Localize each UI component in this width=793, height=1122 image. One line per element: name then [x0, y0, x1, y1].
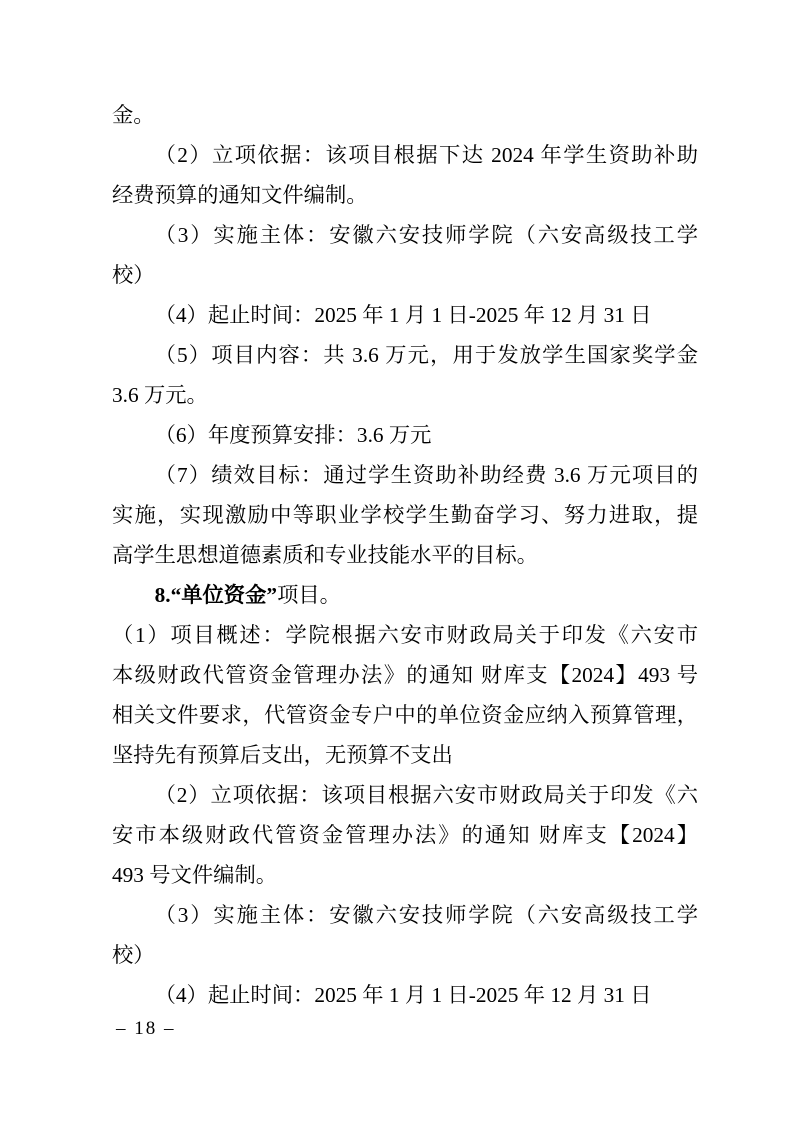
text-line: （5）项目内容：共 3.6 万元，用于发放学生国家奖学金	[154, 343, 698, 367]
text-line: （2）立项依据：该项目根据下达 2024 年学生资助补助	[154, 143, 698, 167]
text-line: （2）立项依据：该项目根据六安市财政局关于印发《六	[154, 783, 698, 807]
text-line: （6）年度预算安排：3.6 万元	[154, 423, 432, 447]
text-line: （4）起止时间：2025 年 1 月 1 日-2025 年 12 月 31 日	[154, 983, 652, 1007]
text-line: 实施，实现激励中等职业学校学生勤奋学习、努力进取，提	[112, 503, 698, 527]
text-line: （1）项目概述：学院根据六安市财政局关于印发《六安市	[112, 623, 698, 647]
text-line: 校）	[112, 263, 155, 287]
text-line: 高学生思想道德素质和专业技能水平的目标。	[112, 543, 538, 567]
text-line: 3.6 万元。	[112, 383, 208, 407]
text-line: 经费预算的通知文件编制。	[112, 183, 368, 207]
text-line: 安市本级财政代管资金管理办法》的通知 财库支【2024】	[112, 823, 698, 847]
text-line: 本级财政代管资金管理办法》的通知 财库支【2024】493 号	[112, 663, 698, 687]
document-body	[112, 95, 698, 1015]
text-line: 校）	[112, 943, 155, 967]
section-heading-unit-funds	[112, 575, 698, 615]
text-line: 相关文件要求，代管资金专户中的单位资金应纳入预算管理，	[112, 703, 698, 727]
text-line: （7）绩效目标：通过学生资助补助经费 3.6 万元项目的	[154, 463, 698, 487]
text-line: 493 号文件编制。	[112, 863, 278, 887]
text-line: （3）实施主体：安徽六安技师学院（六安高级技工学	[154, 223, 698, 247]
text-line: （4）起止时间：2025 年 1 月 1 日-2025 年 12 月 31 日	[154, 303, 652, 327]
text-line: 坚持先有预算后支出，无预算不支出	[112, 743, 453, 767]
text-line: 金。	[112, 103, 155, 127]
section-heading-tail: 项目。	[277, 583, 341, 607]
section-heading-number-and-title: 8.“单位资金”	[154, 583, 278, 607]
page-number: – 18 –	[116, 1018, 176, 1039]
text-line: （3）实施主体：安徽六安技师学院（六安高级技工学	[154, 903, 698, 927]
